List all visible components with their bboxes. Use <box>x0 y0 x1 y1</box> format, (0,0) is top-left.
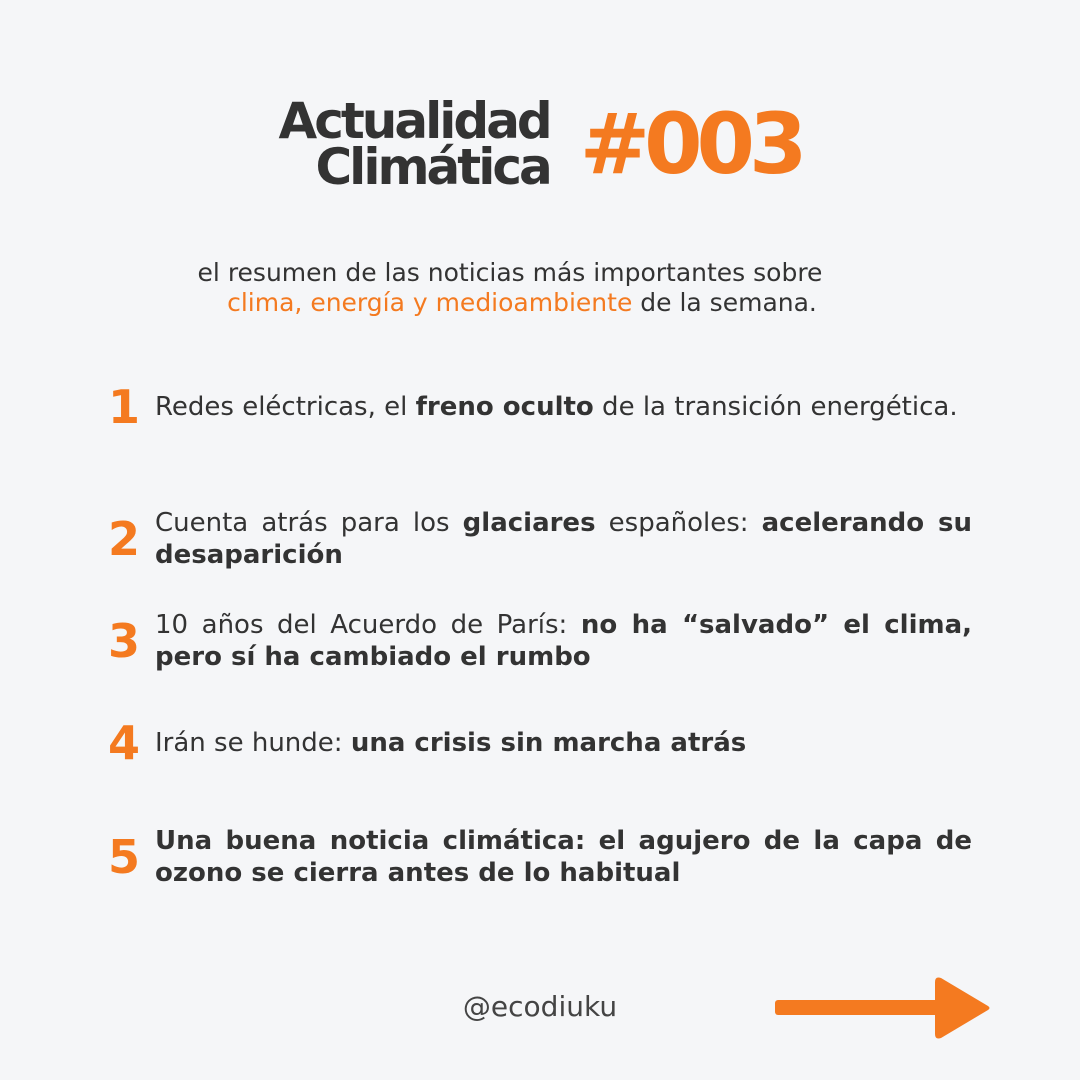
news-item-highlight: acelerando su desaparición <box>155 508 972 570</box>
subtitle-line-2 <box>0 288 1020 318</box>
title-line-2: Climática <box>315 138 550 196</box>
subtitle-line-2-rest: de la semana. <box>632 288 817 317</box>
news-item <box>108 507 972 571</box>
news-item-text <box>155 727 972 759</box>
title-line-1: Actualidad <box>278 92 550 150</box>
news-item-segment: de la transición energética. <box>593 392 958 422</box>
account-handle: @ecodiuku <box>462 990 618 1023</box>
news-item-segment: españoles: <box>595 508 762 538</box>
news-item-highlight: freno oculto <box>415 392 594 422</box>
news-item-highlight: glaciares <box>462 508 596 538</box>
news-item <box>108 609 972 673</box>
header <box>0 92 1080 196</box>
news-item <box>108 825 972 889</box>
news-item-segment: Irán se hunde: <box>155 728 351 758</box>
subtitle-highlight: clima, energía y medioambiente <box>227 288 633 317</box>
news-item-number: 4 <box>108 716 141 770</box>
arrow-shaft <box>775 1000 945 1015</box>
news-item-text <box>155 825 972 889</box>
news-item-highlight: Una buena noticia climática: el agujero de la capa de ozono se cierra antes de lo habitual <box>155 826 972 888</box>
news-item-number: 2 <box>108 512 141 566</box>
news-item <box>108 380 972 434</box>
subtitle <box>0 258 1020 318</box>
news-item-text <box>155 609 972 673</box>
subtitle-line-1: el resumen de las noticias más importantes sobre <box>197 258 823 287</box>
news-item-number: 1 <box>108 380 141 434</box>
news-item-segment: 10 años del Acuerdo de París: <box>155 610 581 640</box>
news-item-text <box>155 507 972 571</box>
news-item-highlight: no ha “salvado” el clima, pero sí ha cambiado el rumbo <box>155 610 972 672</box>
issue-number: #003 <box>579 95 802 193</box>
news-item-number: 3 <box>108 614 141 668</box>
news-item-highlight: una crisis sin marcha atrás <box>350 728 747 758</box>
news-item-segment: Redes eléctricas, el <box>155 392 416 422</box>
news-item <box>108 716 972 770</box>
news-item-number: 5 <box>108 830 141 884</box>
page-title <box>278 92 550 196</box>
news-item-text <box>155 391 972 423</box>
news-item-segment: Cuenta atrás para los <box>155 508 463 538</box>
arrow-right-icon[interactable] <box>775 974 995 1042</box>
arrow-head <box>935 978 990 1039</box>
